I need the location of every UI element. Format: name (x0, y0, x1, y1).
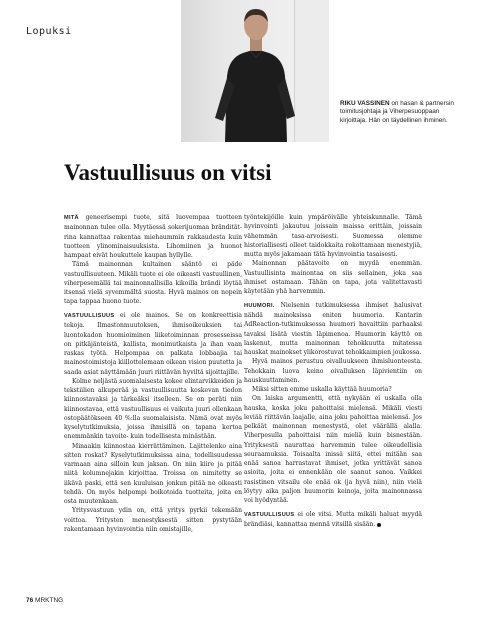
paragraph: Kolme neljästä suomalaisesta kokee elintarvikkeiden ja tekstiilien alkuperää ja vastuullisuutta koskevan tiedon kiinnostavaksi ja tärkeäksi itselleen. Se on peräti niin kiinnostavaa, että vastuullisuus ei vaikuta juuri ollenkaan ostopäätökseen 40 %:lla suomalaisista. Nämä ovat myös kyselytutkimuksia, joissa ihmisillä on tapana kertoa enemmänkin tavoite- kuin todellisesta minästään. (64, 377, 242, 441)
caption-text: on hasan & partnersin toimitusjohtaja ja Viherpesuoppaan kirjoittaja. Hän on täydellinen ihminen. (340, 100, 454, 124)
lead-word: VASTUULLISUUS (64, 313, 115, 320)
article-title: Vastuullisuus on vitsi (64, 160, 272, 185)
paragraph: Minaakin kiinnostaa kierrättäminen. Lajittelenko aina sitten roskat? Kyselytutkimuksissa aina, todellisuudessa varmaan aina silloin kun jaksan. On niin kiire ja pitää niitä kolumnejakin kirjoittaa. Troissa on nimitetty se iikävä paski, että sen kuuluisan jonkun pitää ne oikeasti tehdä. On myös helpompi boikotoida tuotteita, joita en osta muutenkaan. (64, 442, 242, 506)
lead-word: MITÄ (64, 215, 79, 221)
paragraph (244, 301, 422, 358)
paragraph-text: työntekijöille kuin ympäröivälle yhteiskunnalle. Tämä hyvinvointi jakautuu joissain maissa erittäin, joissain vähemmän tasa-arvoisesti. Suomessa olemme historiallisesti olleet taidokkaita rokottamaan menestyjiä, mutta myös jakamaan tätä hyvinvointia tasaisesti. (244, 214, 422, 258)
paragraph: Tämä mainonnan kultainen sääntö ei päde vastuullisuuteen. Mikäli tuote ei ole oikeasti vastuullinen, viherpesemällä tai mainonnallisilla kikoilla brändi löytää itsensä vielä syvemmältä suosta. Hyvä mainos on nopein tapa tappaa huono tuote. (64, 261, 242, 306)
magazine-name: MRKTNG (35, 597, 64, 604)
page-folio (26, 597, 63, 604)
lead-word: HUUMORI. (244, 302, 275, 309)
paragraph: Yritysvastuun ydin on, että yritys pyrkii tekemään voittoa. Yritysten menestyksestä sitten pystytään rakentamaan hyvinvointia niin omistajille, (64, 507, 242, 533)
paragraph (244, 510, 422, 530)
lead-word: VASTUULLISUUS (244, 511, 295, 518)
paragraph (244, 213, 422, 259)
paragraph: Mainonnan päätavoite on myydä enemmän. Vastuullisinta mainontaa on siis sellainen, joka saa ihmiset ostamaan. Tähän on tapa, jota valitettavasti käytetään yhä harvemmin. (244, 260, 422, 295)
paragraph-text: Nielsenin tutkimuksessa ihmiset halusivat nähdä mainoksissa eniten huumoria. Kantarin AdReaction-tutkimuksessa huumori havaittiin parhaaksi tavaksi lisätä viestin läpimenoa. Huumorin käyttö on laskenut, mutta mainonnan tehokkuutta mitatessa hauskat mainokset ylikorostuvat tehokkaimpien joukossa. (244, 301, 422, 357)
paragraph: Miksi sitten emme uskalla käyttää huumoria? (252, 386, 392, 394)
paragraph (64, 311, 242, 377)
author-portrait-image (181, 0, 329, 142)
paragraph-text: ei ole vitsi. Mutta mikäli haluat myydä brändiäsi, kannattaa mennä vitsillä sisään. (244, 510, 422, 529)
author-photo (181, 0, 329, 142)
paragraph: On laiska argumentti, että nykyään ei uskalla olla hauska, koska joku pahoittaisi mielensä. Mikäli viesti leviää riittävän laajalle, aina joku pahoittaa mielensä. Jos pelkäät mainonnan menestystä, olet väärällä alalla. Viherpesulla pahoittaisi niin mieliä kuin bisnestään. Yrityksestä naurattaa harvemmin tulee oikeudellisia seuraamuksia. Toisaalta inissä siitä, ettei mitään saa enää sanoa harrastavat ihmiset, jotka yrittävät sanoa asioita, joita ei ennenkään ole saanut sanoa. Vaikkei rasistinen vitsailu ole enää ok (ja hyvä niin), niin vielä löytyy aika paljon huumorin keinoja, joita mainonnassa voi hyödyntää. (244, 395, 422, 505)
photo-caption (340, 100, 462, 125)
paragraph (64, 213, 242, 260)
paragraph-text: ei ole mainos. Se on konkreettisia tekoja. Ilmastonmuutoksen, ihmisoikeuksien tai luontokadon huomioiminen liiketoiminnan prosesseissa on pitkäjänteistä, kallista, monimutkaista ja ihan vaan raskas työtä. Helpompaa on palkata lobbaajia tai mainostoimistoja kiillottelemaan oikean vision puutetta ja saada asiat näyttämään juuri riittävän hyviltä sijoittajille. (64, 312, 242, 376)
paragraph-text: geneerisempi tuote, sitä luovempaa tuotteen mainonnan tulee olla. Myytäessä sokerijuomaa brändität rina kannattaa rakentaa miehaummin rakkaudesta kuin tuotteen ylinominaisuuksista. Lihomiinen ja huonot hampaat eivät houkuttele kaupan hyllylle. (64, 214, 242, 259)
paragraph: Hyvä mainos perustuu oivalluukseen ihmisluonteesta. Tehokkain luova keino oivalluksen läpivientiin on hauskuuttaminen. (244, 358, 422, 384)
body-column-left (64, 213, 242, 534)
section-tag: Lopuksi (26, 26, 72, 37)
body-column-right (244, 213, 422, 529)
page-number: 76 (26, 597, 34, 604)
end-of-article-mark (377, 523, 381, 527)
caption-name: RIKU VASSINEN (340, 100, 390, 107)
